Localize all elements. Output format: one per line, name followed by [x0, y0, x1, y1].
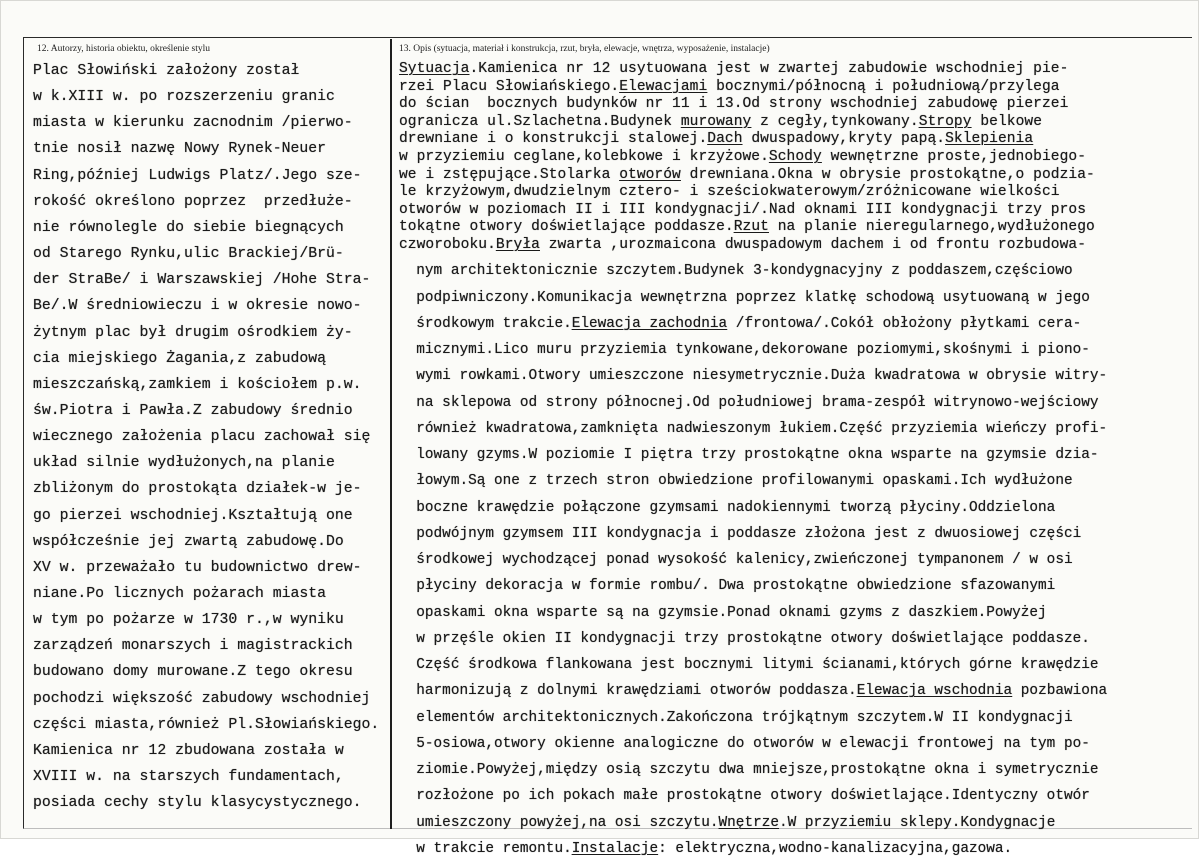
- description-text: pozbawiona: [1012, 683, 1108, 700]
- description-text: /frontowa/.Cokół obłożony płytkami cera-: [727, 315, 1082, 332]
- underlined-keyword: Sklepienia: [945, 131, 1034, 148]
- description-line: [399, 788, 1090, 804]
- description-text: harmonizują z dolnymi krawędziami otworów poddasza.: [399, 683, 857, 700]
- description-text: Część środkowa flankowana jest bocznymi litymi ścianami,których górne krawędzie: [399, 657, 1099, 673]
- history-line: miasta w kierunku zacnodnim /pierwo-: [33, 115, 353, 132]
- description-line: [399, 131, 1033, 147]
- description-line: [399, 342, 1090, 358]
- description-line: [399, 421, 1107, 437]
- history-line: nie równolegle do siebie biegnących: [33, 219, 344, 236]
- description-line: [399, 263, 1073, 279]
- history-line: niane.Po licznych pożarach miasta: [33, 586, 327, 602]
- description-line: [399, 736, 1090, 752]
- description-text: łowym.Są one z trzech stron obwiedzione profilowanymi opaskami.Ich wydłużone: [399, 473, 1073, 490]
- history-line: zbliżonym do prostokąta działek-w je-: [33, 481, 362, 498]
- description-line: [399, 710, 1073, 726]
- description-text: we i zstępujące.Stolarka: [399, 166, 620, 183]
- description-text: środkowej wychodzącej ponad wysokość kalenicy,zwieńczonej tympanonem / w osi: [399, 552, 1073, 568]
- history-line: mieszczańską,zamkiem i kościołem p.w.: [33, 376, 362, 393]
- description-text: le krzyżowym,dwudzielnym cztero- i sześciokwaterowym/zróżnicowane wielkości: [399, 184, 1060, 201]
- description-line: [399, 605, 1047, 621]
- description-line: [399, 96, 1068, 112]
- description-text: : elektryczna,wodno-kanalizacyjna,gazowa.: [658, 840, 1013, 857]
- description-line: [399, 114, 1042, 130]
- description-line: [399, 149, 1086, 165]
- description-text: czworoboku.: [399, 237, 496, 253]
- description-text: na sklepowa od strony północnej.Od południowej brama-zespół witrynowo-wejściowy: [399, 394, 1099, 411]
- description-text: elementów architektonicznych.Zakończona trójkątnym szczytem.W II kondygnacji: [399, 709, 1073, 726]
- description-text: zwarta ,urozmaicona dwuspadowym dachem i od frontu rozbudowa-: [539, 237, 1087, 253]
- right-column-header: 13. Opis (sytuacja, materiał i konstrukcja, rzut, bryła, elewacje, wnętrza, wyposażenie, instalacje): [399, 44, 770, 54]
- underlined-keyword: Stropy: [918, 113, 972, 130]
- description-line: [399, 552, 1073, 568]
- description-line: [399, 368, 1107, 384]
- history-line: XV w. przeważało tu budownictwo drew-: [33, 559, 362, 576]
- underlined-keyword: Rzut: [733, 219, 769, 236]
- history-line: rokość określono poprzez przedłuże-: [33, 193, 353, 210]
- description-line: [399, 683, 1107, 699]
- description-text: z cegły,tynkowany.: [751, 113, 919, 130]
- description-text: lowany gzyms.W poziomie I piętra trzy prostokątne okna wsparte na gzymsie dzia-: [399, 447, 1099, 463]
- underlined-keyword: Bryła: [495, 237, 540, 253]
- description-text: na planie nieregularnego,wydłużonego: [768, 219, 1095, 236]
- underlined-keyword: Elewacjami: [619, 78, 708, 95]
- description-text: boczne krawędzie połączone gzymsami nadokiennymi tworzą płyciny.Oddzielona: [399, 499, 1056, 516]
- description-line: [399, 395, 1099, 411]
- description-text: do ścian bocznych budynków nr 11 i 13.Od strony wschodniej zabudowę pierzei: [399, 96, 1069, 113]
- underlined-keyword: Instalacje: [571, 840, 659, 857]
- description-text: podwójnym gzymsem III kondygnacja i poddasze złożona jest z dwuosiowej części: [399, 525, 1082, 542]
- description-text: w przęśle okien II kondygnacji trzy prostokątne otwory doświetlające poddasze.: [399, 630, 1090, 647]
- underlined-keyword: Elewacja zachodnia: [571, 315, 728, 332]
- underlined-keyword: murowany: [680, 113, 752, 130]
- description-text: drewniane i o konstrukcji stalowej.: [399, 131, 708, 148]
- history-line: w tym po pożarze w 1730 r.,w wyniku: [33, 612, 344, 629]
- description-text: wymi rowkami.Otwory umieszczone niesymetrycznie.Duża kwadratowa w obrysie witry-: [399, 368, 1108, 385]
- history-line: der StraBe/ i Warszawskiej /Hohe Stra-: [33, 272, 371, 289]
- description-text: nym architektonicznie szczytem.Budynek 3-kondygnacyjny z poddaszem,częściowo: [399, 263, 1073, 280]
- description-text: rozłożone po ich pokach małe prostokątne otwory doświetlające.Identyczny otwór: [399, 788, 1090, 805]
- history-line: układ silnie wydłużonych,na planie: [33, 455, 335, 472]
- history-line: posiada cechy stylu klasycystycznego.: [33, 795, 362, 812]
- description-line: [399, 184, 1060, 200]
- description-line: [399, 316, 1081, 332]
- description-text: drewniana.Okna w obrysie prostokątne,o podzia-: [680, 166, 1095, 183]
- description-text: ziomie.Powyżej,między osią szczytu dwa mniejsze,prostokątne okna i symetrycznie: [399, 762, 1099, 778]
- description-text: w przyziemiu ceglane,kolebkowe i krzyżowe.: [399, 149, 769, 165]
- description-text: bocznymi/północną i południową/przylega: [707, 78, 1060, 95]
- description-text: opaskami okna wsparte są na gzymsie.Ponad oknami gzyms z daszkiem.Powyżej: [399, 604, 1047, 621]
- description-text: belkowe: [971, 113, 1043, 130]
- history-line: budowano domy murowane.Z tego okresu: [33, 664, 353, 681]
- description-line: [399, 202, 1086, 218]
- history-line: Ring,później Ludwigs Platz/.Jego sze-: [33, 167, 362, 184]
- history-line: cia miejskiego Żagania,z zabudową: [33, 350, 327, 367]
- underlined-keyword: Wnętrze: [718, 814, 779, 831]
- description-line: [399, 167, 1095, 183]
- description-line: [399, 526, 1081, 542]
- history-line: Be/.W średniowieczu i w okresie nowo-: [33, 298, 362, 315]
- description-line: [399, 473, 1073, 489]
- description-text: dwuspadowy,kryty papą.: [742, 131, 946, 148]
- description-text: środkowym trakcie.: [399, 315, 572, 332]
- description-line: [399, 578, 1055, 594]
- history-line: w k.XIII w. po rozszerzeniu granic: [33, 89, 335, 106]
- underlined-keyword: Elewacja wschodnia: [856, 683, 1013, 700]
- history-line: pochodzi większość zabudowy wschodniej: [33, 690, 371, 707]
- history-line: Kamienica nr 12 zbudowana została w: [33, 742, 344, 759]
- description-line: [399, 841, 1012, 857]
- description-line: [399, 219, 1095, 235]
- column-divider: [390, 39, 392, 829]
- description-line: [399, 61, 1068, 77]
- description-line: [399, 500, 1055, 516]
- description-text: płyciny dekoracja w formie rombu/. Dwa prostokątne obwiedzione sfazowanymi: [399, 578, 1056, 595]
- description-text: micznymi.Lico muru przyziemia tynkowane,dekorowane poziomymi,skośnymi i piono-: [399, 342, 1090, 358]
- left-column-header: 12. Autorzy, historia obiektu, określenie stylu: [37, 44, 210, 54]
- history-line: zarządzeń monarszych i magistrackich: [33, 638, 353, 655]
- history-line: od Starego Rynku,ulic Brackiej/Brü-: [33, 246, 344, 263]
- description-text: podpiwniczony.Komunikacja wewnętrzna poprzez klatkę schodową usytuowaną w jego: [399, 289, 1090, 306]
- description-text: w trakcie remontu.: [399, 840, 572, 857]
- description-text: umieszczony powyżej,na osi szczytu.: [399, 814, 719, 831]
- history-line: żytnym plac był drugim ośrodkiem ży-: [33, 324, 353, 341]
- underlined-keyword: Schody: [768, 149, 822, 165]
- description-text: .Kamienica nr 12 usytuowana jest w zwartej zabudowie wschodniej pie-: [469, 61, 1069, 77]
- history-line: św.Piotra i Pawła.Z zabudowy średnio: [33, 402, 353, 419]
- history-line: go pierzei wschodniej.Kształtują one: [33, 507, 353, 524]
- description-line: [399, 815, 1055, 831]
- history-line: współcześnie jej zwartą zabudowę.Do: [33, 533, 344, 550]
- description-text: rzei Placu Słowiańskiego.: [399, 78, 620, 95]
- description-line: [399, 237, 1086, 253]
- description-line: [399, 79, 1060, 95]
- description-text: tokątne otwory doświetlające poddasze.: [399, 219, 734, 236]
- description-line: [399, 447, 1099, 463]
- history-line: Plac Słowiński założony został: [33, 63, 300, 79]
- description-line: [399, 631, 1090, 647]
- underlined-keyword: otworów: [619, 166, 681, 183]
- history-line: tnie nosił nazwę Nowy Rynek-Neuer: [33, 141, 327, 158]
- underlined-keyword: Dach: [707, 131, 743, 148]
- description-line: [399, 657, 1099, 673]
- description-text: 5-osiowa,otwory okienne analogiczne do otworów w elewacji frontowej na tym po-: [399, 735, 1090, 752]
- description-text: ogranicza ul.Szlachetna.Budynek: [399, 113, 681, 130]
- history-line: wiecznego założenia placu zachował się: [33, 429, 371, 446]
- description-line: [399, 762, 1099, 778]
- underlined-keyword: Sytuacja: [399, 61, 470, 77]
- history-line: XVIII w. na starszych fundamentach,: [33, 769, 344, 786]
- description-text: otworów w poziomach II i III kondygnacji/.Nad oknami III kondygnacji trzy pros: [399, 201, 1086, 218]
- description-text: również kwadratowa,zamknięta nadwieszonym łukiem.Część przyziemia wieńczy profi-: [399, 420, 1108, 437]
- description-text: .W przyziemiu sklepy.Kondygnacje: [778, 814, 1056, 831]
- description-line: [399, 290, 1090, 306]
- history-line: części miasta,również Pl.Słowiańskiego.: [33, 716, 380, 733]
- description-text: wewnętrzne proste,jednobiego-: [821, 149, 1087, 165]
